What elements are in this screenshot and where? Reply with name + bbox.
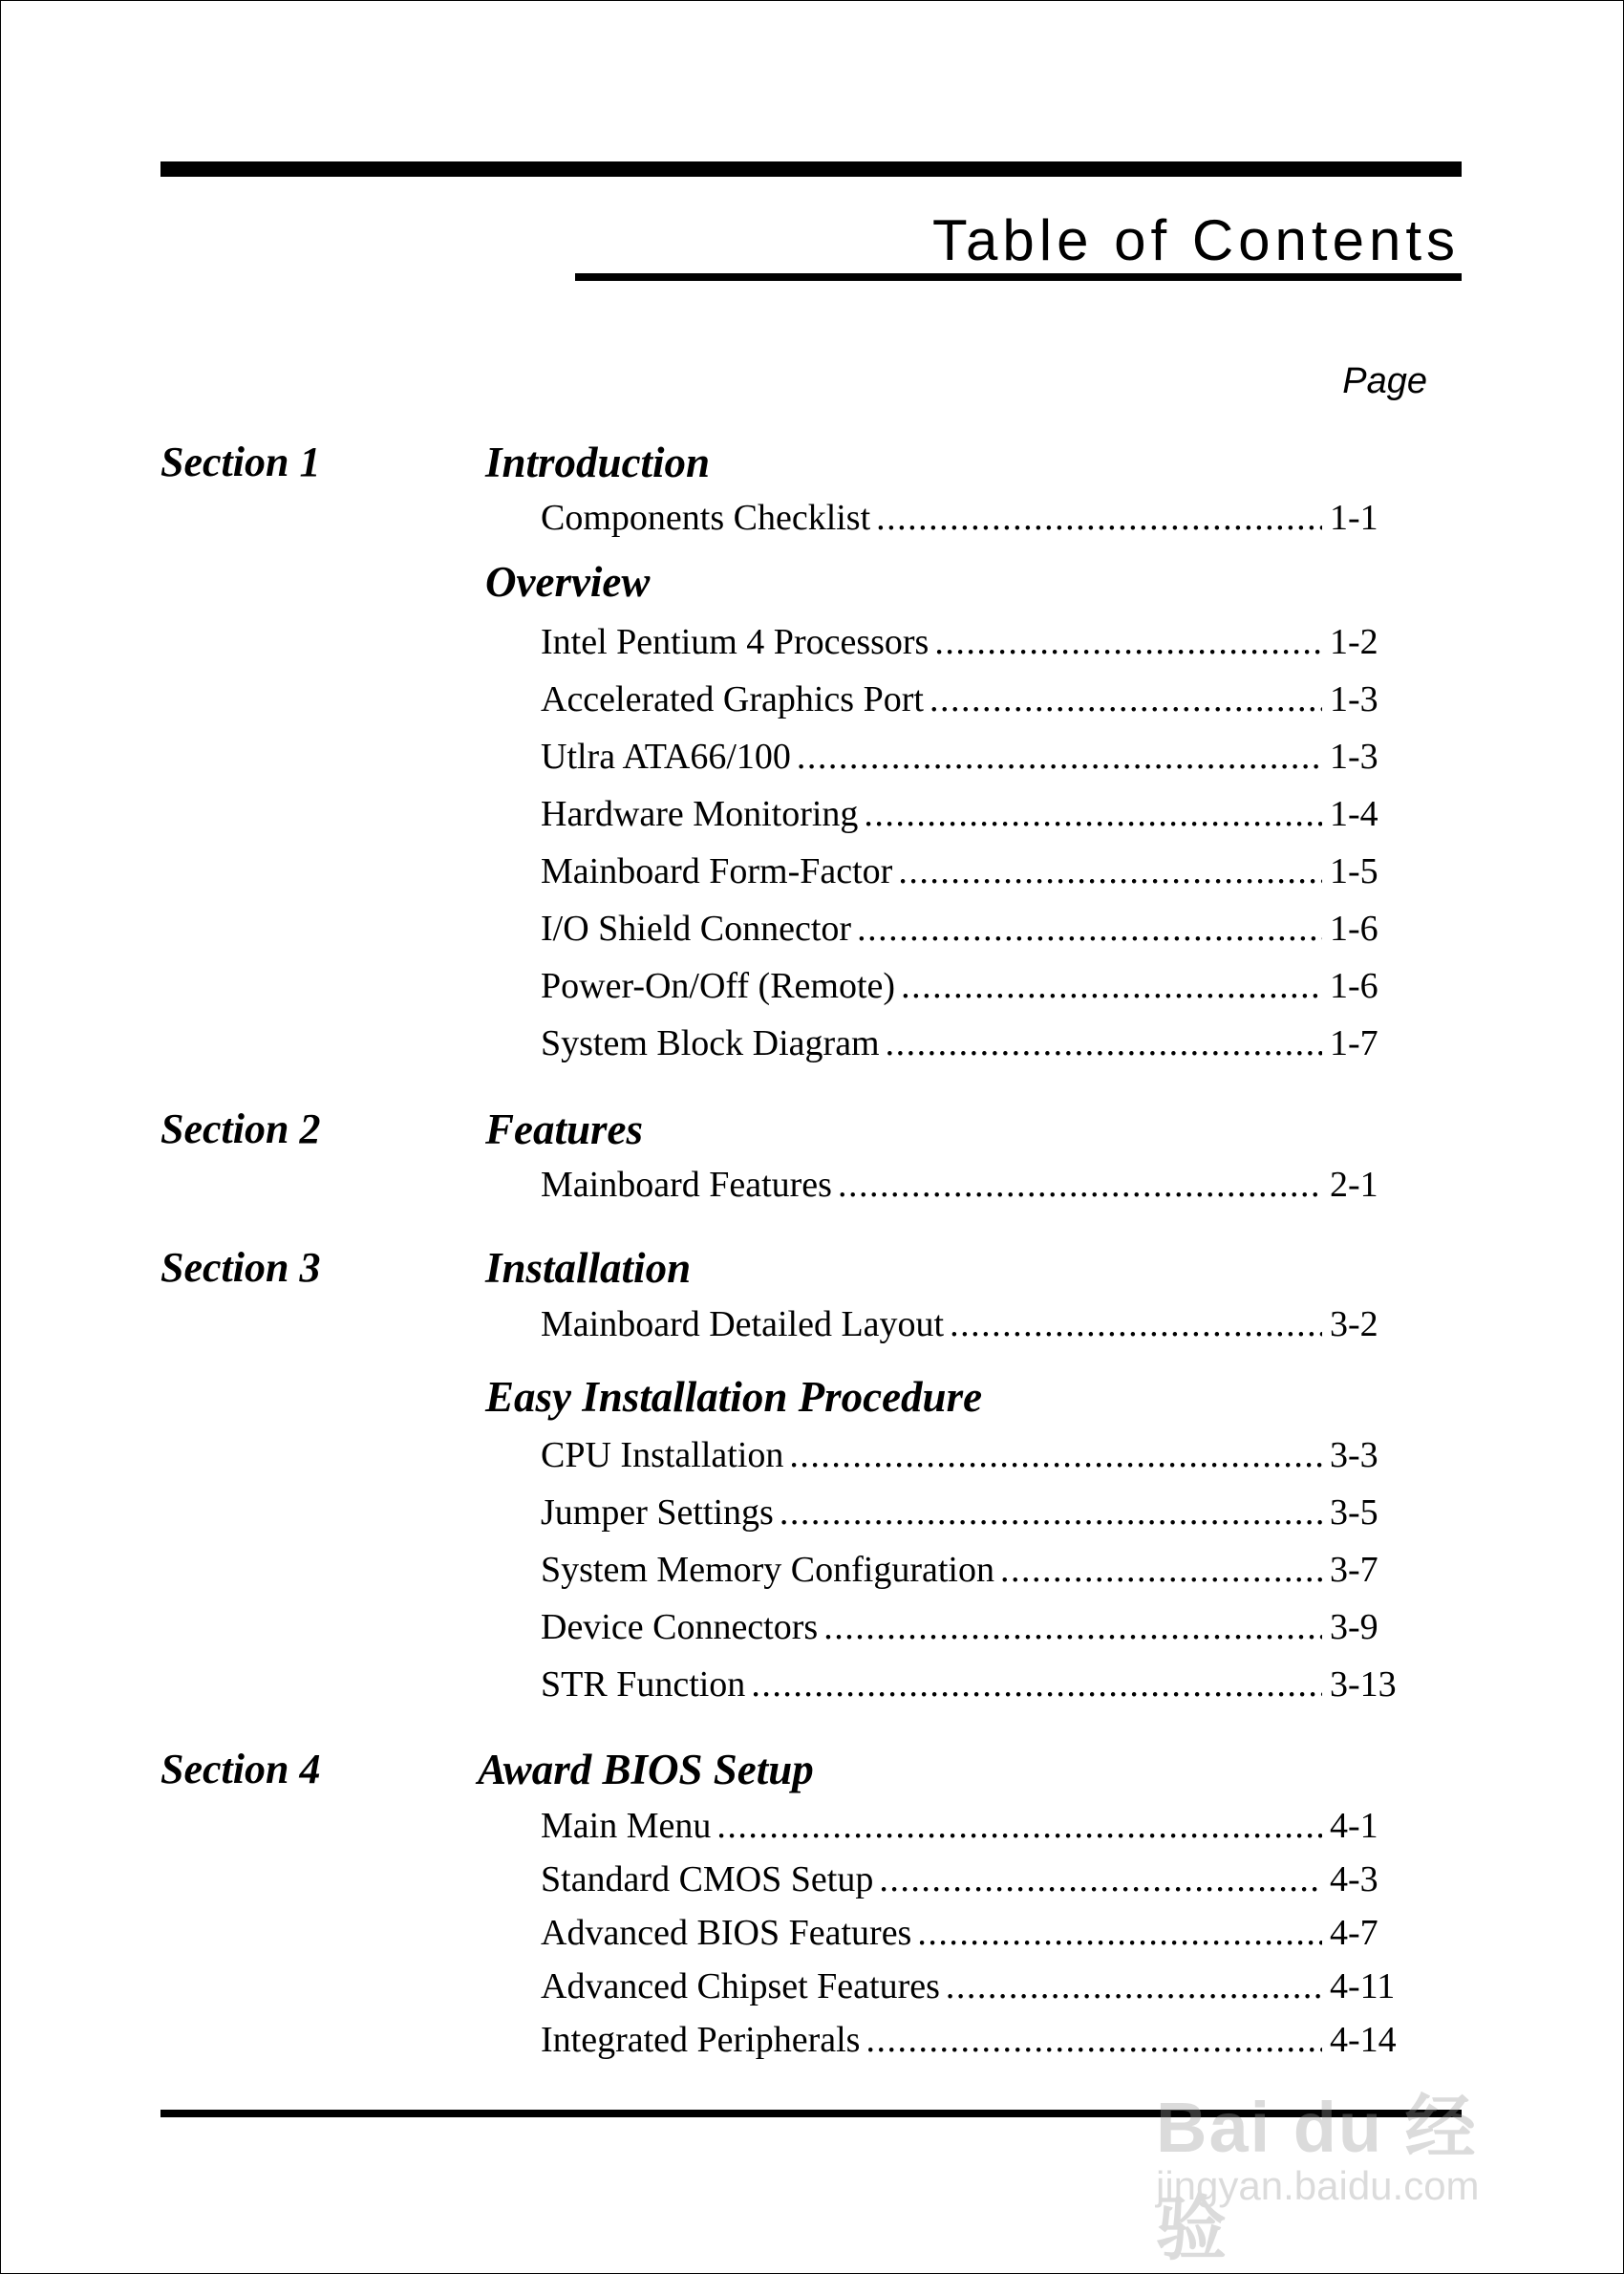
- toc-entry-page: 1-1: [1330, 498, 1378, 538]
- watermark-url: jingyan.baidu.com: [1156, 2163, 1480, 2208]
- toc-entry-page: 3-7: [1330, 1550, 1378, 1590]
- toc-entry[interactable]: [541, 1491, 1406, 1534]
- toc-entry-page: 1-6: [1330, 909, 1378, 949]
- toc-entry-page: 1-7: [1330, 1023, 1378, 1063]
- section-3-heading: Installation: [485, 1244, 692, 1292]
- toc-entry-page: 4-7: [1330, 1913, 1378, 1953]
- dot-leader: [876, 497, 1322, 539]
- dot-leader: [780, 1491, 1322, 1534]
- toc-entry-label: Main Menu: [541, 1806, 712, 1846]
- top-rule: [160, 161, 1462, 177]
- toc-entry-label: Mainboard Form-Factor: [541, 851, 893, 891]
- toc-entry-page: 2-1: [1330, 1165, 1378, 1205]
- easy-installation-subheading: Easy Installation Procedure: [485, 1373, 983, 1421]
- toc-entry-label: Standard CMOS Setup: [541, 1859, 874, 1899]
- dot-leader: [901, 965, 1322, 1007]
- toc-entry-page: 4-11: [1330, 1966, 1396, 2006]
- toc-entry-label: System Block Diagram: [541, 1023, 880, 1063]
- toc-entry-page: 1-4: [1330, 794, 1378, 834]
- toc-entry-page: 3-3: [1330, 1435, 1378, 1475]
- toc-entry-page: 3-5: [1330, 1492, 1378, 1533]
- toc-entry[interactable]: [541, 1022, 1406, 1064]
- toc-entry-label: Device Connectors: [541, 1607, 819, 1647]
- toc-entry-label: Mainboard Features: [541, 1165, 832, 1205]
- toc-entry-label: Intel Pentium 4 Processors: [541, 622, 930, 662]
- dot-leader: [838, 1164, 1322, 1206]
- toc-entry-label: Accelerated Graphics Port: [541, 679, 924, 719]
- toc-entry-label: STR Function: [541, 1664, 746, 1705]
- toc-entry[interactable]: [541, 621, 1406, 663]
- toc-entry-page: 1-2: [1330, 622, 1378, 662]
- toc-entry-label: Mainboard Detailed Layout: [541, 1304, 945, 1344]
- toc-entry-label: Utlra ATA66/100: [541, 737, 791, 777]
- toc-entry[interactable]: [541, 1663, 1406, 1706]
- section-4-label: Section 4: [160, 1746, 321, 1792]
- dot-leader: [865, 2019, 1322, 2061]
- section-3-label: Section 3: [160, 1244, 321, 1291]
- toc-entry[interactable]: [541, 678, 1406, 720]
- dot-leader: [1000, 1549, 1322, 1591]
- toc-entry-page: 4-1: [1330, 1806, 1378, 1846]
- dot-leader: [823, 1606, 1322, 1648]
- toc-entry-label: Components Checklist: [541, 498, 871, 538]
- toc-entry[interactable]: [541, 497, 1406, 539]
- section-2-label: Section 2: [160, 1105, 321, 1152]
- toc-entry[interactable]: [541, 1965, 1406, 2007]
- toc-entry-label: Integrated Peripherals: [541, 2020, 861, 2060]
- title-underline: [575, 273, 1462, 281]
- dot-leader: [716, 1805, 1322, 1847]
- toc-entry-label: Advanced Chipset Features: [541, 1966, 940, 2006]
- toc-entry[interactable]: [541, 1434, 1406, 1476]
- toc-entry-page: 3-9: [1330, 1607, 1378, 1647]
- dot-leader: [930, 678, 1322, 720]
- toc-entry-page: 4-3: [1330, 1859, 1378, 1899]
- dot-leader: [864, 793, 1322, 835]
- toc-entry-label: Advanced BIOS Features: [541, 1913, 912, 1953]
- toc-entry[interactable]: [541, 2019, 1406, 2061]
- toc-entry[interactable]: [541, 850, 1406, 892]
- toc-entry-label: Power-On/Off (Remote): [541, 966, 896, 1006]
- toc-entry-page: 1-5: [1330, 851, 1378, 891]
- toc-entry-label: I/O Shield Connector: [541, 909, 852, 949]
- baidu-watermark: [1156, 2071, 1538, 2268]
- toc-entry-label: CPU Installation: [541, 1435, 784, 1475]
- section-2-heading: Features: [485, 1105, 644, 1153]
- toc-entry-page: 1-6: [1330, 966, 1378, 1006]
- toc-entry[interactable]: [541, 1805, 1406, 1847]
- toc-entry-page: 1-3: [1330, 679, 1378, 719]
- dot-leader: [917, 1912, 1322, 1954]
- page-title: Table of Contents: [932, 208, 1460, 272]
- toc-entry[interactable]: [541, 1912, 1406, 1954]
- dot-leader: [950, 1303, 1322, 1345]
- toc-entry[interactable]: [541, 965, 1406, 1007]
- toc-entry-page: 1-3: [1330, 737, 1378, 777]
- toc-entry[interactable]: [541, 1606, 1406, 1648]
- dot-leader: [797, 736, 1322, 778]
- toc-entry[interactable]: [541, 793, 1406, 835]
- toc-entry-label: Hardware Monitoring: [541, 794, 859, 834]
- page-column-heading: Page: [1342, 361, 1427, 401]
- toc-entry[interactable]: [541, 1303, 1406, 1345]
- toc-entry[interactable]: [541, 908, 1406, 950]
- dot-leader: [751, 1663, 1322, 1706]
- section-4-heading: Award BIOS Setup: [478, 1746, 814, 1793]
- dot-leader: [886, 1022, 1322, 1064]
- toc-entry[interactable]: [541, 1164, 1406, 1206]
- toc-entry[interactable]: [541, 1858, 1406, 1900]
- toc-entry-page: 4-14: [1330, 2020, 1397, 2060]
- watermark-logo: Bai du 经验: [1156, 2088, 1478, 2268]
- toc-entry-page: 3-2: [1330, 1304, 1378, 1344]
- overview-subheading: Overview: [485, 558, 651, 606]
- toc-entry-label: Jumper Settings: [541, 1492, 774, 1533]
- toc-entry-page: 3-13: [1330, 1664, 1397, 1705]
- dot-leader: [946, 1965, 1322, 2007]
- dot-leader: [789, 1434, 1322, 1476]
- section-1-heading: Introduction: [485, 439, 711, 486]
- toc-entry[interactable]: [541, 736, 1406, 778]
- dot-leader: [879, 1858, 1322, 1900]
- dot-leader: [934, 621, 1322, 663]
- dot-leader: [898, 850, 1322, 892]
- dot-leader: [857, 908, 1322, 950]
- toc-entry-label: System Memory Configuration: [541, 1550, 994, 1590]
- toc-entry[interactable]: [541, 1549, 1406, 1591]
- section-1-label: Section 1: [160, 439, 321, 485]
